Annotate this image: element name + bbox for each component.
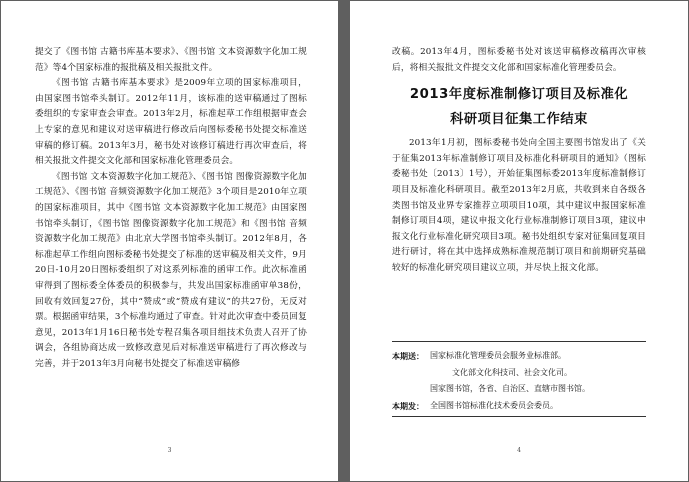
right-continuation: 改稿。2013年4月，图标委秘书处对该送审稿修改稿再次审核后，将相关报批文件提交文化部和国家标准化管理委员会。: [392, 47, 646, 73]
send-recipient: 文化部文化科技司、社会文化司。: [452, 367, 572, 377]
left-paragraph-1: 提交了《图书馆 古籍书库基本要求》、《图书馆 文本资源数字化加工规范》等4个国家标准的报批稿及相关报批文件。: [35, 47, 307, 73]
distribution-send-row: [392, 381, 646, 398]
page-number: 3: [167, 447, 172, 454]
send-recipient: 国家标准化管理委员会服务业标准部。: [430, 351, 566, 360]
section-heading: [392, 82, 646, 132]
left-page: [1, 1, 338, 481]
distribution-issue-row: [392, 398, 646, 415]
right-page-body: [392, 45, 646, 277]
send-recipient: 国家图书馆，各省、自治区、直辖市图书馆。: [430, 384, 590, 394]
heading-line-1: 2013年度标准制修订项目及标准化: [409, 87, 629, 103]
left-paragraph-2: 《图书馆 古籍书库基本要求》是2009年立项的国家标准项目，由国家图书馆牵头制订。2012年11月，该标准的送审稿通过了图标委组织的专家审查会审查。2013年2月，标准起草工作组根据审查会上专家的意见和建议对送审稿进行修改后向图标委秘书处提交标准送审稿的修订稿。2013年3月，秘书处对该修订稿进行再次审查后，将相关报批文件提交文化部和国家标准化管理委员会。: [35, 78, 307, 167]
distribution-send-row: [392, 365, 646, 382]
left-page-body: [35, 45, 307, 372]
distribution-box: [392, 341, 646, 417]
send-label: 本期送：: [392, 351, 424, 361]
issue-recipient: 全国图书馆标准化技术委员会委员。: [430, 400, 558, 410]
right-page: [350, 1, 688, 481]
heading-line-2: 科研项目征集工作结束: [450, 112, 588, 128]
left-paragraph-3: 《图书馆 文本资源数字化加工规范》、《图书馆 图像资源数字化加工规范》、《图书馆 音频资源数字化加工规范》3个项目是2010年立项的国家标准项目，其中《图书馆 文本资源数字化加工规范》由国家图书馆牵头制订，《图书馆 图像资源数字化加工规范》和《图书馆 音频资源数字化加工规范》由北京大学图书馆牵头制订。2012年8月，各标准起草工作组向图标委秘书处提交了标准的送审稿及相关文件，9月20日-10月20日图标委组织了对这系列标准的函审工作。此次标准函审得到了图标委全体委员的积极参与，共发出国家标准函审单38份，回收有效回复27份，其中“赞成”或“赞成有建议”的共27份，无反对票。根据函审结果，3个标准均通过了审查。针对此次审查中委员回复意见，2013年1月16日秘书处专程召集各项目组技术负责人召开了协调会，各组协商达成一致修改意见后对标准送审稿进行了再次修改与完善，并于2013年3月向秘书处提交了标准送审稿修: [35, 171, 307, 369]
page-number: 4: [517, 447, 521, 454]
issue-label: 本期发：: [392, 400, 424, 411]
right-paragraph-1: 2013年1月初，图标委秘书处向全国主要图书馆发出了《关于征集2013年标准制修订项目及标准化科研项目的通知》（图标委秘书处〔2013〕1号），开始征集图标委2013年度标准制修订项目及标准化科研项目。截至2013年2月底，共收到来自各级各类图书馆及业界专家推荐立项项目10项，其中建议申报国家标准制修订项目4项，建议申报文化行业标准制修订项目3项，建议申报文化行业标准化研究项目3项。秘书处组织专家对征集回复项目进行研讨，将在其中选择成熟标准规范制订项目和前期研究基础较好的标准化研究项目建议立项，并尽快上报文化部。: [392, 138, 646, 273]
distribution-send-row: [392, 348, 646, 365]
